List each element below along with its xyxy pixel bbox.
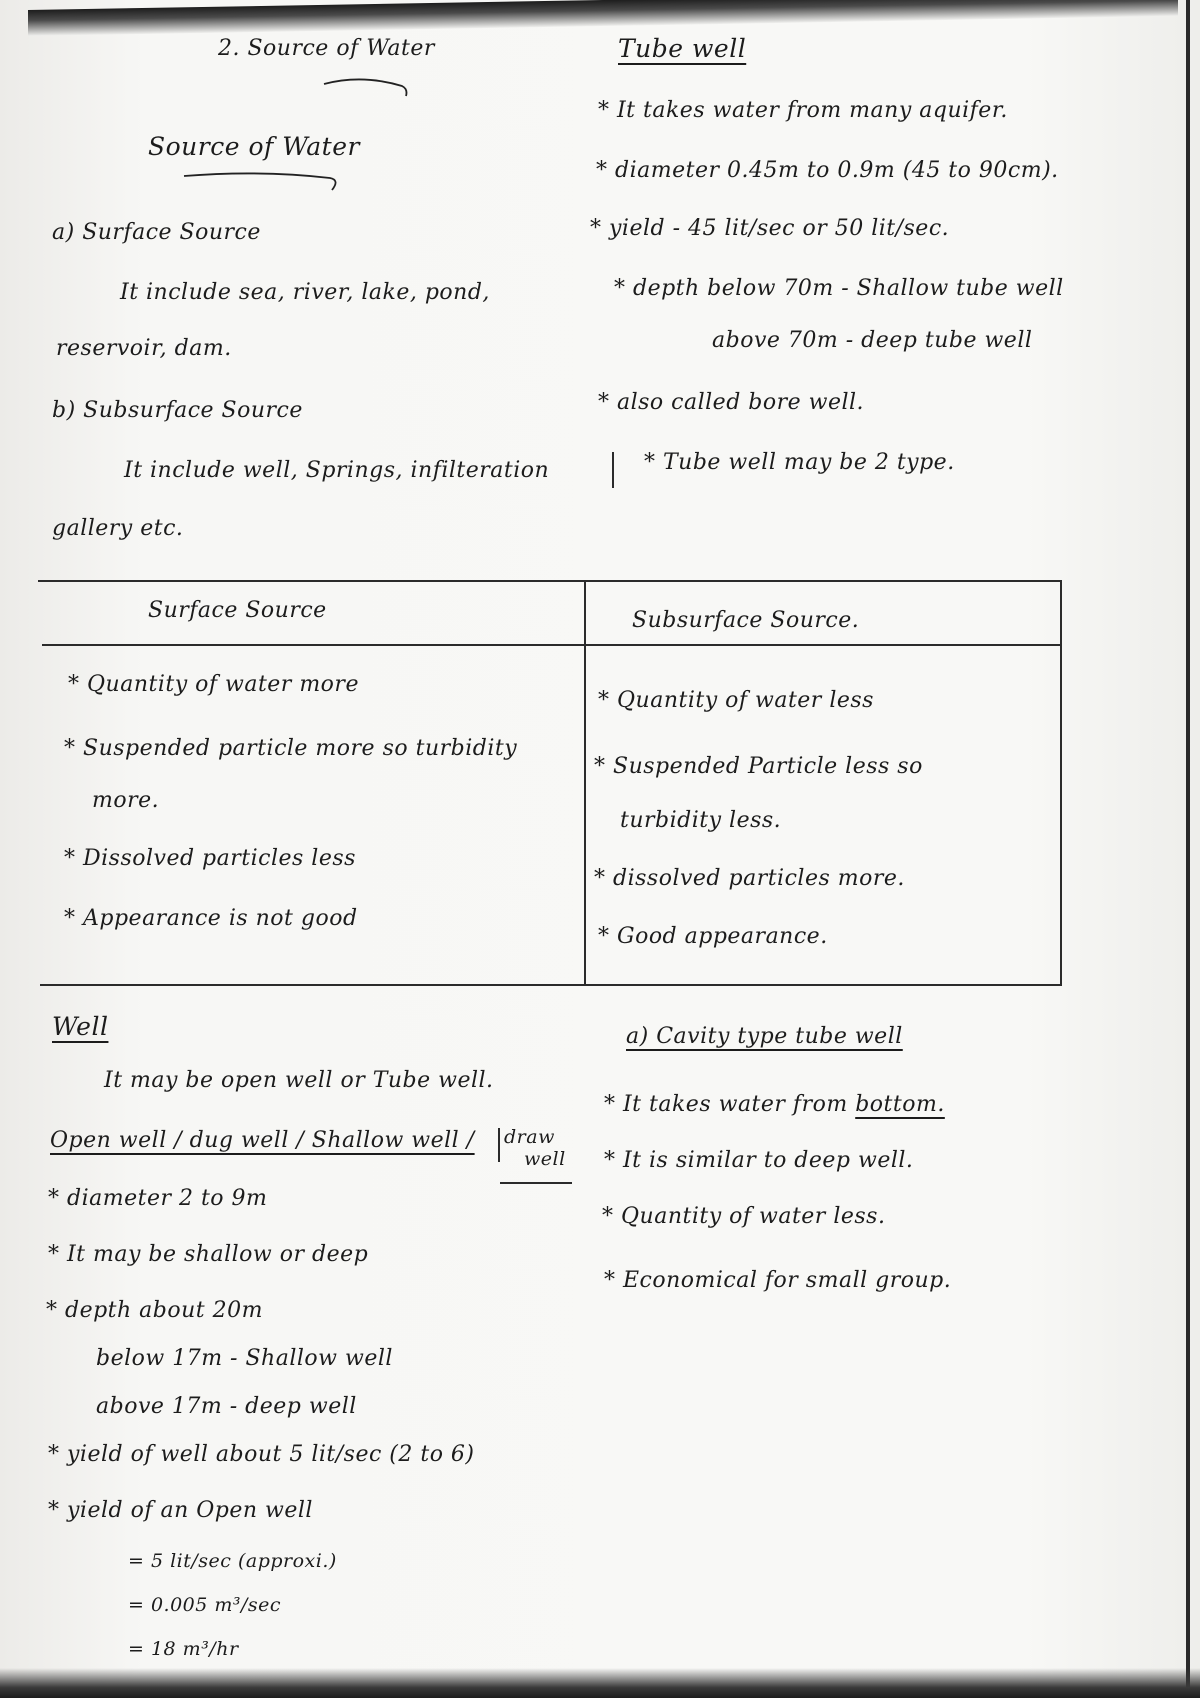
cavity-well-heading: a) Cavity type tube well [626, 1024, 903, 1049]
cavity-point-1-underlined: bottom. [855, 1092, 945, 1117]
cavity-well-point-3: * Quantity of water less. [602, 1204, 886, 1229]
cavity-well-point-4: * Economical for small group. [604, 1268, 952, 1293]
tube-well-point-7: * Tube well may be 2 type. [644, 450, 955, 475]
table-header-divider [42, 644, 1062, 646]
heading-underline-swoosh [180, 172, 350, 194]
cavity-well-point-2: * It is similar to deep well. [604, 1148, 914, 1173]
subsurface-source-text-2: gallery etc. [52, 516, 184, 541]
surface-source-text-1: It include sea, river, lake, pond, [120, 280, 490, 305]
subsurface-row-2: * Suspended Particle less so [594, 754, 923, 779]
tube-well-point-6: * also called bore well. [598, 390, 865, 415]
surface-row-3: * Dissolved particles less [64, 846, 356, 871]
well-point-8: = 5 lit/sec (approxi.) [128, 1550, 337, 1572]
subsurface-row-3: * dissolved particles more. [594, 866, 905, 891]
surface-row-2b: more. [92, 788, 160, 813]
source-of-water-heading: Source of Water [148, 132, 360, 161]
subsurface-row-4: * Good appearance. [598, 924, 828, 949]
tube-well-point-5: above 70m - deep tube well [712, 328, 1033, 353]
well-point-4: below 17m - Shallow well [96, 1346, 393, 1371]
surface-row-1: * Quantity of water more [68, 672, 359, 697]
title-underline-swoosh [322, 76, 412, 100]
page-bottom-shadow [0, 1668, 1200, 1698]
page-title: 2. Source of Water [218, 36, 435, 61]
table-top-border [38, 580, 1062, 582]
subsurface-source-text-1: It include well, Springs, infilteration [124, 458, 550, 483]
well-types-tail-2: well [524, 1148, 566, 1170]
subsurface-row-1: * Quantity of water less [598, 688, 874, 713]
well-intro: It may be open well or Tube well. [104, 1068, 494, 1093]
well-point-1: * diameter 2 to 9m [48, 1186, 268, 1211]
well-point-3: * depth about 20m [46, 1298, 263, 1323]
page-right-edge [1186, 0, 1190, 1698]
surface-row-2: * Suspended particle more so turbidity [64, 736, 518, 761]
tube-well-point-1: * It takes water from many aquifer. [598, 98, 1008, 123]
table-right-border [1060, 580, 1062, 986]
well-point-10: = 18 m³/hr [128, 1638, 239, 1660]
tube-well-point-3: * yield - 45 lit/sec or 50 lit/sec. [590, 216, 950, 241]
subsurface-source-heading: b) Subsurface Source [52, 398, 303, 423]
well-point-2: * It may be shallow or deep [48, 1242, 369, 1267]
table-column-divider [584, 580, 586, 984]
cavity-well-point-1 [604, 1094, 945, 1116]
types-tail-underline [500, 1182, 572, 1184]
well-point-5: above 17m - deep well [96, 1394, 357, 1419]
table-bottom-border [40, 984, 1062, 986]
surface-source-heading: a) Surface Source [52, 220, 261, 245]
page-top-shadow [28, 0, 1178, 36]
table-header-surface: Surface Source [148, 598, 327, 623]
well-point-6: * yield of well about 5 lit/sec (2 to 6) [48, 1442, 475, 1467]
well-heading: Well [52, 1012, 109, 1041]
table-header-subsurface: Subsurface Source. [632, 608, 860, 633]
tube-well-heading: Tube well [618, 34, 747, 63]
cavity-point-1-text: * It takes water from [604, 1092, 848, 1117]
surface-source-text-2: reservoir, dam. [56, 336, 232, 361]
well-types-line: Open well / dug well / Shallow well / [50, 1128, 475, 1153]
well-point-7: * yield of an Open well [48, 1498, 313, 1523]
tube-well-point-2: * diameter 0.45m to 0.9m (45 to 90cm). [596, 158, 1059, 183]
well-types-tail-1: draw [504, 1126, 555, 1148]
bracket-mark [612, 452, 614, 488]
types-separator [498, 1128, 500, 1162]
tube-well-point-4: * depth below 70m - Shallow tube well [614, 276, 1064, 301]
surface-row-4: * Appearance is not good [64, 906, 358, 931]
well-point-9: = 0.005 m³/sec [128, 1594, 282, 1616]
subsurface-row-2b: turbidity less. [620, 808, 782, 833]
